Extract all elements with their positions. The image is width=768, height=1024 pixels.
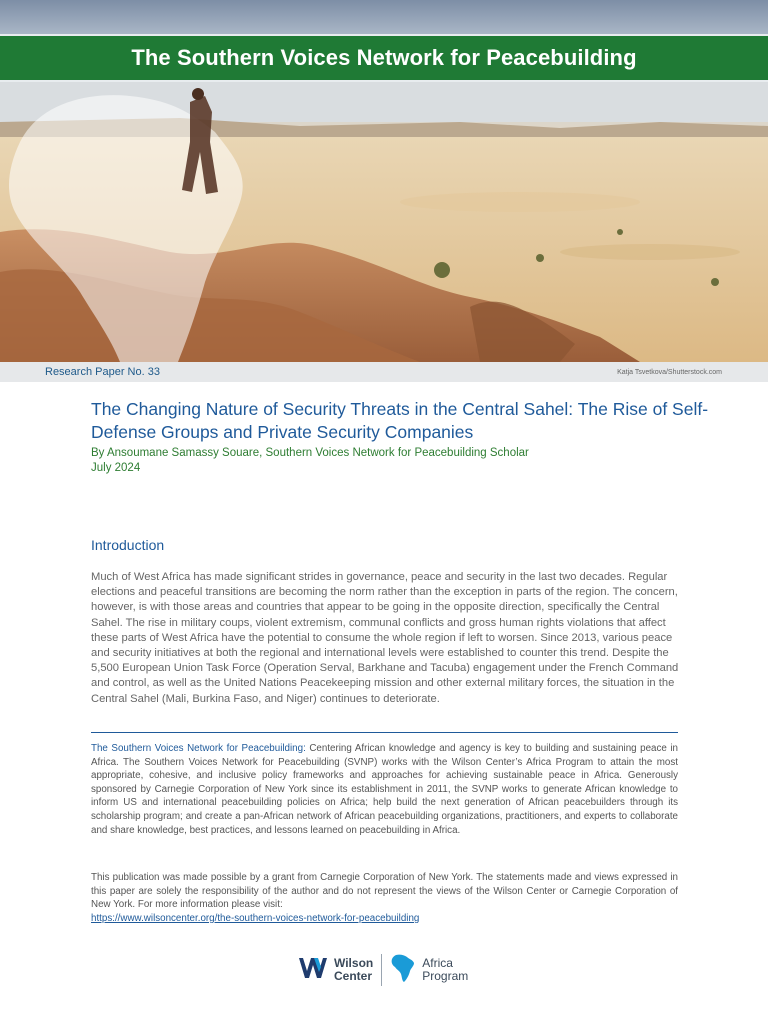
section-divider <box>91 732 678 733</box>
wilson-w-logo-icon <box>298 955 328 986</box>
africa-line2: Program <box>422 969 469 983</box>
desert-landscape-illustration <box>0 82 768 362</box>
funding-text: This publication was made possible by a grant from Carnegie Corporation of New York. The statements made and views expressed in this paper are solely the responsibility of the author and do not represent the views of the Wilson Center or Carnegie Corporation of New York. For more information please visit: <box>91 872 678 911</box>
header-title: The Southern Voices Network for Peacebuilding <box>131 45 637 70</box>
wilson-line1: Wilson <box>334 956 374 970</box>
header-banner <box>0 34 768 82</box>
funding-statement <box>91 871 678 925</box>
africa-line1: Africa <box>422 956 453 970</box>
author-byline: By Ansoumane Samassy Souare, Southern Voices Network for Peacebuilding Scholar <box>91 447 529 459</box>
about-svnp-body: Centering African knowledge and agency is key to building and sustaining peace in Africa. The Southern Voices Network for Peacebuilding (SVNP) works with the Wilson Center’s Africa Program to attain the most appropriate, cohesive, and inclusive policy frameworks and approaches for achieving sustainable peace in Africa. Generously sponsored by Carnegie Corporation of New York since its establishment in 2011, the SVNP works to generate African knowledge to inform US and international peacebuilding policies on Africa; help build the next generation of African peacebuilders through its scholarship program; and create a pan-African network of African peacebuilding organizations, practitioners, and experts to collaborate and share knowledge, best practices, and lessons learned on peacebuilding in Africa. <box>91 743 678 836</box>
logo-divider <box>381 954 382 986</box>
caption-bar <box>0 362 768 382</box>
wilson-line2: Center <box>334 969 373 983</box>
publication-date: July 2024 <box>91 462 141 474</box>
about-svnp-paragraph <box>91 742 678 837</box>
wilson-center-wordmark <box>334 957 373 983</box>
about-svnp-lead: The Southern Voices Network for Peacebuilding: <box>91 743 306 754</box>
africa-program-wordmark <box>422 957 468 983</box>
sky-band <box>0 0 768 34</box>
research-paper-number: Research Paper No. 33 <box>45 366 160 378</box>
document-title: The Changing Nature of Security Threats in the Central Sahel: The Rise of Self-Defense Groups and Private Security Companies <box>91 399 709 442</box>
hero-photo <box>0 82 768 362</box>
photo-credit: Katja Tsvetkova/Shutterstock.com <box>617 368 722 376</box>
section-heading-introduction: Introduction <box>91 537 165 553</box>
africa-map-icon <box>390 953 416 988</box>
intro-paragraph: Much of West Africa has made significant strides in governance, peace and security in the last two decades. Regular elections and peaceful transitions are becoming the norm rather than the exception in parts of the region. The concern, however, is with those areas and countries that appear to be going in the opposite direction, specifically the Central Sahel. The rise in military coups, violent extremism, communal conflicts and gross human rights violations that affect these parts of West Africa have the potential to consume the whole region if left to worsen. Since 2013, various peace and security initiatives at both the regional and international levels were established to counter this trend. Despite the 5,500 European Union Task Force (Operation Serval, Barkhane and Tacuba) engagement under the French Command and control, as well as the United Nations Peacekeeping mission and other external military forces, the situation in the Central Sahel (Mali, Burkina Faso, and Niger) continues to deteriorate. <box>91 571 679 705</box>
footer-logos <box>298 952 468 988</box>
svnp-website-link[interactable]: https://www.wilsoncenter.org/the-southern-voices-network-for-peacebuilding <box>91 912 420 924</box>
